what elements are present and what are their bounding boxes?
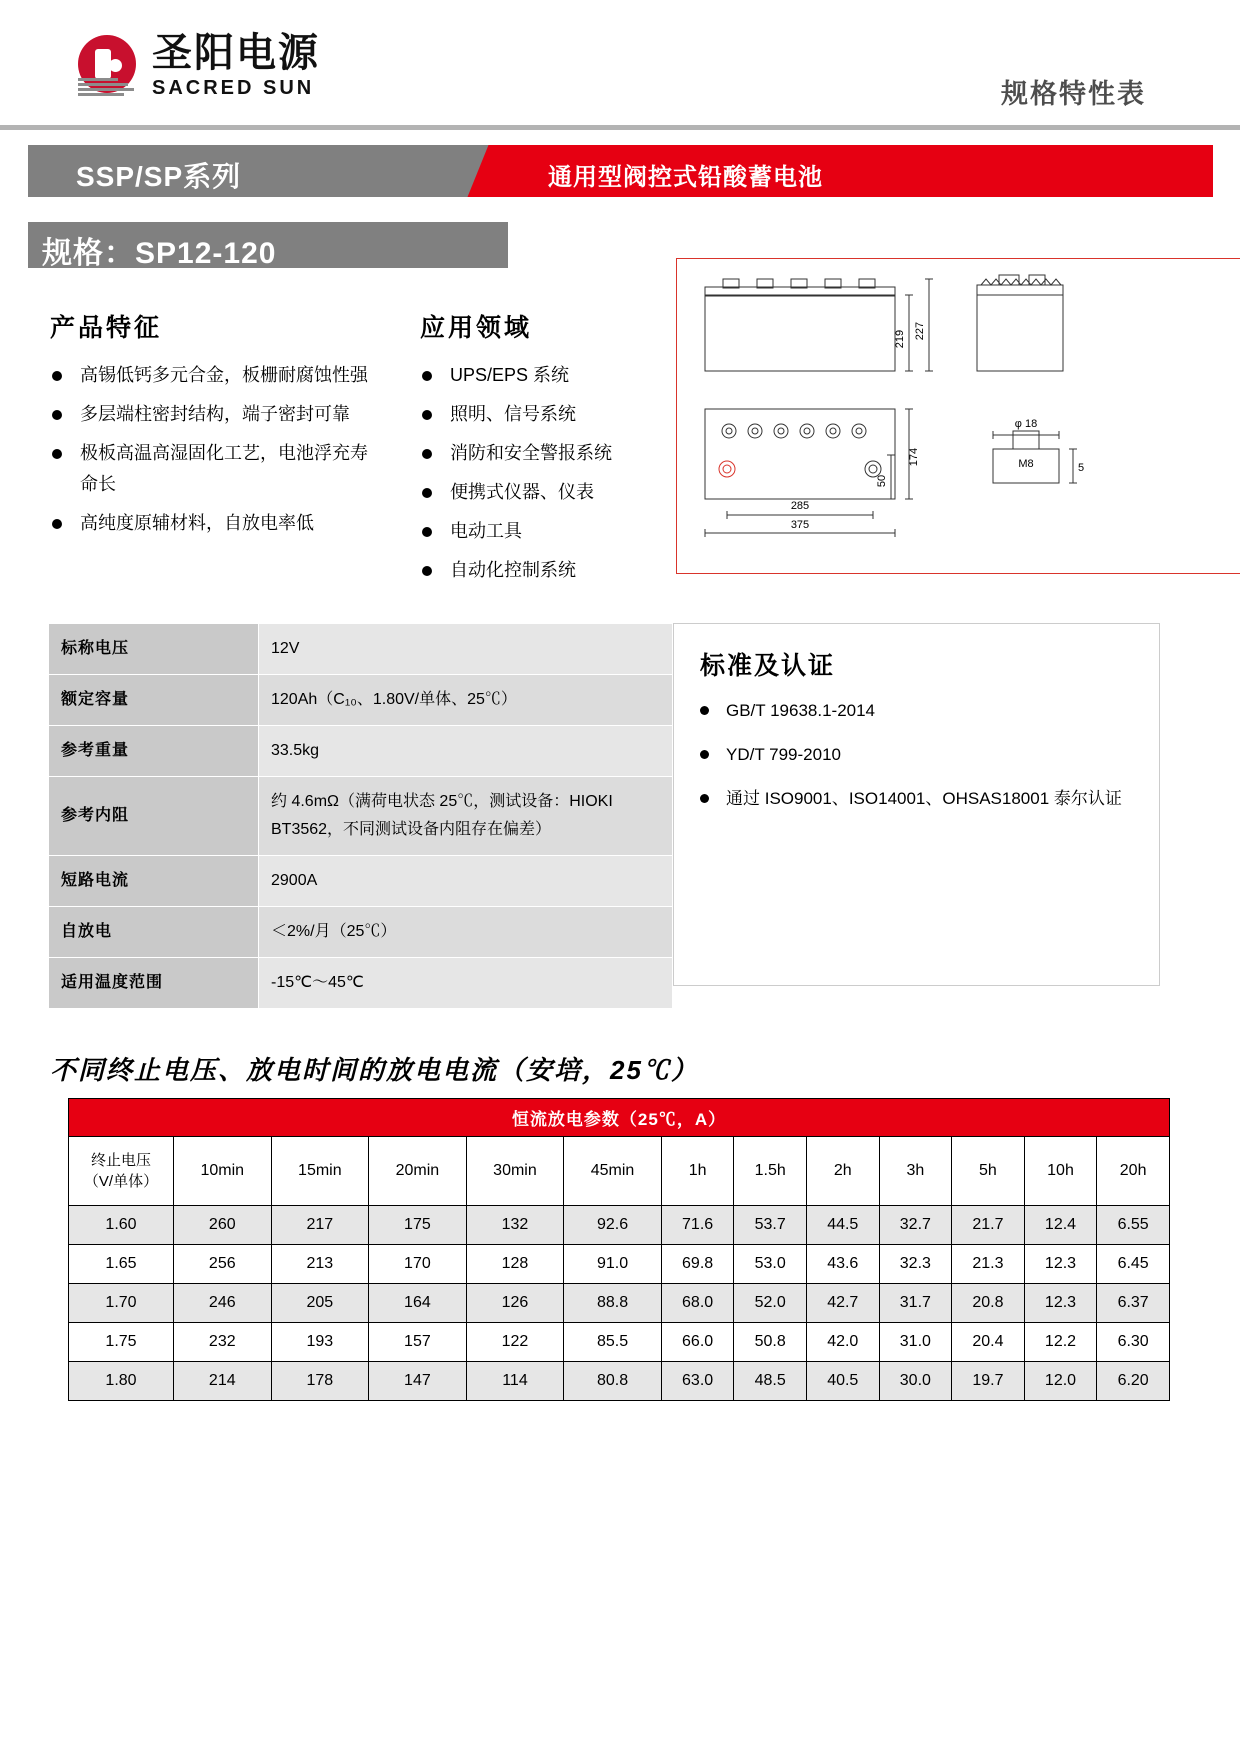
dim-phi18: φ 18 (1014, 418, 1038, 430)
spec-title-banner (28, 222, 508, 268)
table-row (69, 1284, 1170, 1323)
cell: 85.5 (564, 1323, 662, 1362)
spec-value: ＜2%/月（25℃） (259, 907, 673, 958)
cell: 12.2 (1024, 1323, 1097, 1362)
list-item: 多层端柱密封结构，端子密封可靠 (50, 399, 380, 430)
drawing-svg (677, 259, 1240, 573)
discharge-section-title: 不同终止电压、放电时间的放电电流（安培，25℃） (50, 1055, 699, 1085)
list-item: 照明、信号系统 (420, 399, 720, 430)
column-header: 15min (271, 1137, 369, 1206)
column-header: 45min (564, 1137, 662, 1206)
spec-value: 2900A (259, 856, 673, 907)
header-divider (0, 125, 1240, 130)
column-header: 1.5h (734, 1137, 807, 1206)
column-header: 10min (174, 1137, 272, 1206)
cell: 214 (174, 1362, 272, 1401)
cell: 20.8 (952, 1284, 1025, 1323)
column-header: 5h (952, 1137, 1025, 1206)
spec-key: 自放电 (49, 907, 259, 958)
cell: 178 (271, 1362, 369, 1401)
logo-bars-icon (78, 78, 136, 96)
cell: 40.5 (806, 1362, 879, 1401)
spec-key: 参考内阻 (49, 777, 259, 856)
logo-chinese-name: 圣阳电源 (152, 31, 320, 75)
table-row (49, 777, 673, 856)
cell: 128 (466, 1245, 564, 1284)
spec-value: 120Ah（C₁₀、1.80V/单体、25℃） (259, 675, 673, 726)
cell: 232 (174, 1323, 272, 1362)
cell: 246 (174, 1284, 272, 1323)
column-header: 20min (369, 1137, 467, 1206)
series-bar (28, 145, 1213, 197)
dim-227: 227 (914, 321, 926, 341)
cell: 44.5 (806, 1206, 879, 1245)
cell: 256 (174, 1245, 272, 1284)
list-item: 通过 ISO9001、ISO14001、OHSAS18001 泰尔认证 (696, 786, 1137, 812)
cell: 217 (271, 1206, 369, 1245)
cell: 12.3 (1024, 1284, 1097, 1323)
list-item: 自动化控制系统 (420, 555, 720, 586)
column-header: 30min (466, 1137, 564, 1206)
list-item: 消防和安全警报系统 (420, 438, 720, 469)
cell: 193 (271, 1323, 369, 1362)
cell: 12.0 (1024, 1362, 1097, 1401)
table-row (49, 958, 673, 1009)
spec-key: 参考重量 (49, 726, 259, 777)
dim-50: 50 (876, 474, 888, 488)
row-voltage: 1.75 (69, 1323, 174, 1362)
discharge-current-table (68, 1098, 1170, 1401)
cell: 68.0 (661, 1284, 734, 1323)
list-item: 便携式仪器、仪表 (420, 477, 720, 508)
table-row (69, 1323, 1170, 1362)
series-label: SSP/SP系列 (76, 161, 242, 192)
cell: 92.6 (564, 1206, 662, 1245)
table-row (69, 1245, 1170, 1284)
spec-value: 约 4.6mΩ（满荷电状态 25℃，测试设备：HIOKI BT3562，不同测试设备内阻存在偏差） (259, 777, 673, 856)
dim-174: 174 (908, 447, 920, 467)
header-title: 规格特性表 (1001, 79, 1146, 109)
cell: 91.0 (564, 1245, 662, 1284)
product-features-heading: 产品特征 (50, 314, 163, 342)
logo-english-name: SACRED SUN (152, 77, 315, 99)
cell: 122 (466, 1323, 564, 1362)
cell: 80.8 (564, 1362, 662, 1401)
dim-m8: M8 (1018, 458, 1034, 470)
cell: 66.0 (661, 1323, 734, 1362)
spec-title-text: 规格：SP12-120 (42, 237, 277, 270)
cell: 20.4 (952, 1323, 1025, 1362)
table-row (69, 1206, 1170, 1245)
list-item: YD/T 799-2010 (696, 742, 1137, 768)
battery-dimension-drawing (676, 258, 1240, 574)
column-header: 10h (1024, 1137, 1097, 1206)
cell: 132 (466, 1206, 564, 1245)
cell: 31.0 (879, 1323, 952, 1362)
cell: 52.0 (734, 1284, 807, 1323)
certification-list (696, 698, 1137, 812)
series-bar-grey-skew (357, 145, 488, 197)
cell: 170 (369, 1245, 467, 1284)
column-header: 3h (879, 1137, 952, 1206)
cell: 12.3 (1024, 1245, 1097, 1284)
table-row (69, 1362, 1170, 1401)
cell: 175 (369, 1206, 467, 1245)
cell: 30.0 (879, 1362, 952, 1401)
list-item: GB/T 19638.1-2014 (696, 698, 1137, 724)
cell: 48.5 (734, 1362, 807, 1401)
dim-285: 285 (790, 500, 810, 512)
row-voltage: 1.60 (69, 1206, 174, 1245)
cell: 19.7 (952, 1362, 1025, 1401)
applications-list (420, 360, 720, 586)
row-voltage: 1.80 (69, 1362, 174, 1401)
cell: 114 (466, 1362, 564, 1401)
specification-table (48, 623, 673, 1009)
cell: 164 (369, 1284, 467, 1323)
page-header (0, 0, 1240, 128)
cell: 88.8 (564, 1284, 662, 1323)
table-header-row (69, 1137, 1170, 1206)
cell: 43.6 (806, 1245, 879, 1284)
cell: 126 (466, 1284, 564, 1323)
row-voltage: 1.65 (69, 1245, 174, 1284)
spec-value: -15℃～45℃ (259, 958, 673, 1009)
table-row (49, 624, 673, 675)
table-row (49, 856, 673, 907)
cell: 53.0 (734, 1245, 807, 1284)
spec-value: 12V (259, 624, 673, 675)
cell: 12.4 (1024, 1206, 1097, 1245)
list-item: UPS/EPS 系统 (420, 360, 720, 391)
cell: 42.7 (806, 1284, 879, 1323)
dim-5: 5 (1077, 462, 1085, 474)
cell: 71.6 (661, 1206, 734, 1245)
dim-219: 219 (894, 329, 906, 349)
column-header: 1h (661, 1137, 734, 1206)
list-item: 高锡低钙多元合金，板栅耐腐蚀性强 (50, 360, 380, 391)
cell: 21.3 (952, 1245, 1025, 1284)
cell: 6.20 (1097, 1362, 1170, 1401)
column-header: 20h (1097, 1137, 1170, 1206)
cell: 69.8 (661, 1245, 734, 1284)
cell: 6.30 (1097, 1323, 1170, 1362)
list-item: 电动工具 (420, 516, 720, 547)
dim-375: 375 (790, 519, 810, 531)
applications-heading: 应用领域 (420, 314, 533, 342)
cell: 157 (369, 1323, 467, 1362)
cell: 32.3 (879, 1245, 952, 1284)
cell: 205 (271, 1284, 369, 1323)
cell: 32.7 (879, 1206, 952, 1245)
table-row (49, 907, 673, 958)
spec-key: 适用温度范围 (49, 958, 259, 1009)
cell: 53.7 (734, 1206, 807, 1245)
cell: 50.8 (734, 1323, 807, 1362)
spec-key: 标称电压 (49, 624, 259, 675)
spec-value: 33.5kg (259, 726, 673, 777)
list-item: 极板高温高湿固化工艺，电池浮充寿命长 (50, 438, 380, 500)
column-header: 2h (806, 1137, 879, 1206)
cell: 63.0 (661, 1362, 734, 1401)
product-features-column (50, 308, 380, 547)
cell: 6.45 (1097, 1245, 1170, 1284)
product-features-list (50, 360, 380, 539)
cell: 147 (369, 1362, 467, 1401)
certification-title: 标准及认证 (700, 652, 836, 680)
cell: 260 (174, 1206, 272, 1245)
list-item: 高纯度原辅材料，自放电率低 (50, 508, 380, 539)
discharge-table-banner: 恒流放电参数（25℃，A） (69, 1099, 1170, 1137)
cell: 6.55 (1097, 1206, 1170, 1245)
cell: 213 (271, 1245, 369, 1284)
spec-key: 短路电流 (49, 856, 259, 907)
table-banner-row (69, 1099, 1170, 1137)
certification-box (673, 623, 1160, 986)
product-type-label: 通用型阀控式铅酸蓄电池 (548, 164, 823, 191)
cell: 42.0 (806, 1323, 879, 1362)
cell: 6.37 (1097, 1284, 1170, 1323)
column-header-voltage: 终止电压 （V/单体） (69, 1137, 174, 1206)
applications-column (420, 308, 720, 594)
table-row (49, 726, 673, 777)
cell: 21.7 (952, 1206, 1025, 1245)
table-row (49, 675, 673, 726)
spec-key: 额定容量 (49, 675, 259, 726)
row-voltage: 1.70 (69, 1284, 174, 1323)
cell: 31.7 (879, 1284, 952, 1323)
